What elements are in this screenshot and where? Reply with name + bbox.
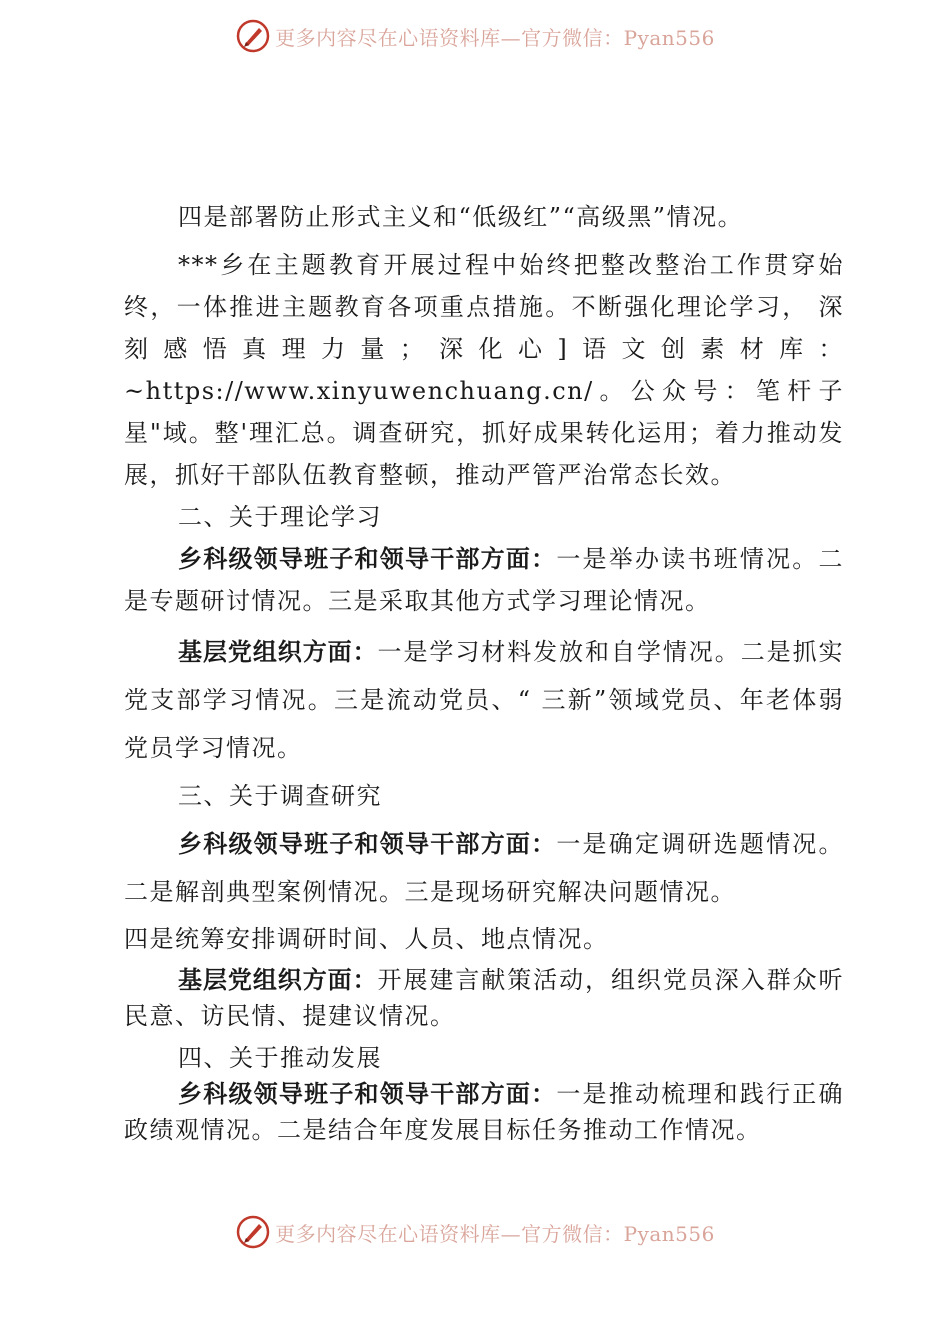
paragraph: 四是部署防止形式主义和“低级红”“高级黑”情况。 [178, 203, 744, 231]
pen-logo-icon [235, 18, 271, 54]
paragraph: ***乡在主题教育开展过程中始终把整改整治工作贯穿始终，一体推进主题教育各项重点措施。不断强化理论学习， 深刻感悟真理力量；深化心]语文创素材库：~https://www.xinyuwenchuang.cn/。公众号：笔杆子星"域。整'理汇总。调查研究，抓好成果转化运用；着力推动发展，抓好干部队伍教育整顿，推动严管严治常态长效。 [124, 251, 844, 489]
section-heading: 四、关于推动发展 [178, 1044, 382, 1072]
bold-lead: 乡科级领导班子和领导干部方面： [178, 830, 557, 858]
paragraph: 乡科级领导班子和领导干部方面：一是确定调研选题情况。二是解剖典型案例情况。三是现场研究解决问题情况。 [124, 830, 845, 906]
bold-lead: 乡科级领导班子和领导干部方面： [178, 1080, 557, 1108]
bold-lead: 基层党组织方面： [178, 638, 378, 666]
paragraph: 基层党组织方面：一是学习材料发放和自学情况。二是抓实党支部学习情况。三是流动党员、“ 三新”领域党员、年老体弱党员学习情况。 [124, 638, 845, 762]
paragraph: 基层党组织方面：开展建言献策活动，组织党员深入群众听民意、访民情、提建议情况。 [124, 966, 845, 1030]
section-heading: 三、关于调查研究 [178, 782, 382, 810]
watermark-text: 更多内容尽在心语资料库—官方微信：Pyan556 [275, 1221, 715, 1246]
pen-logo-icon [235, 1214, 271, 1250]
paragraph: 乡科级领导班子和领导干部方面：一是举办读书班情况。二是专题研讨情况。三是采取其他方式学习理论情况。 [124, 545, 845, 615]
watermark-text: 更多内容尽在心语资料库—官方微信：Pyan556 [275, 25, 715, 50]
bold-lead: 乡科级领导班子和领导干部方面： [178, 545, 557, 573]
header-watermark [0, 14, 950, 58]
paragraph: 乡科级领导班子和领导干部方面：一是推动梳理和践行正确政绩观情况。二是结合年度发展目标任务推动工作情况。 [124, 1080, 845, 1144]
footer-watermark [0, 1210, 950, 1254]
document-body [124, 196, 844, 1148]
section-heading: 二、关于理论学习 [178, 503, 382, 531]
paragraph: 四是统筹安排调研时间、人员、地点情况。 [124, 925, 609, 953]
bold-lead: 基层党组织方面： [178, 966, 378, 994]
